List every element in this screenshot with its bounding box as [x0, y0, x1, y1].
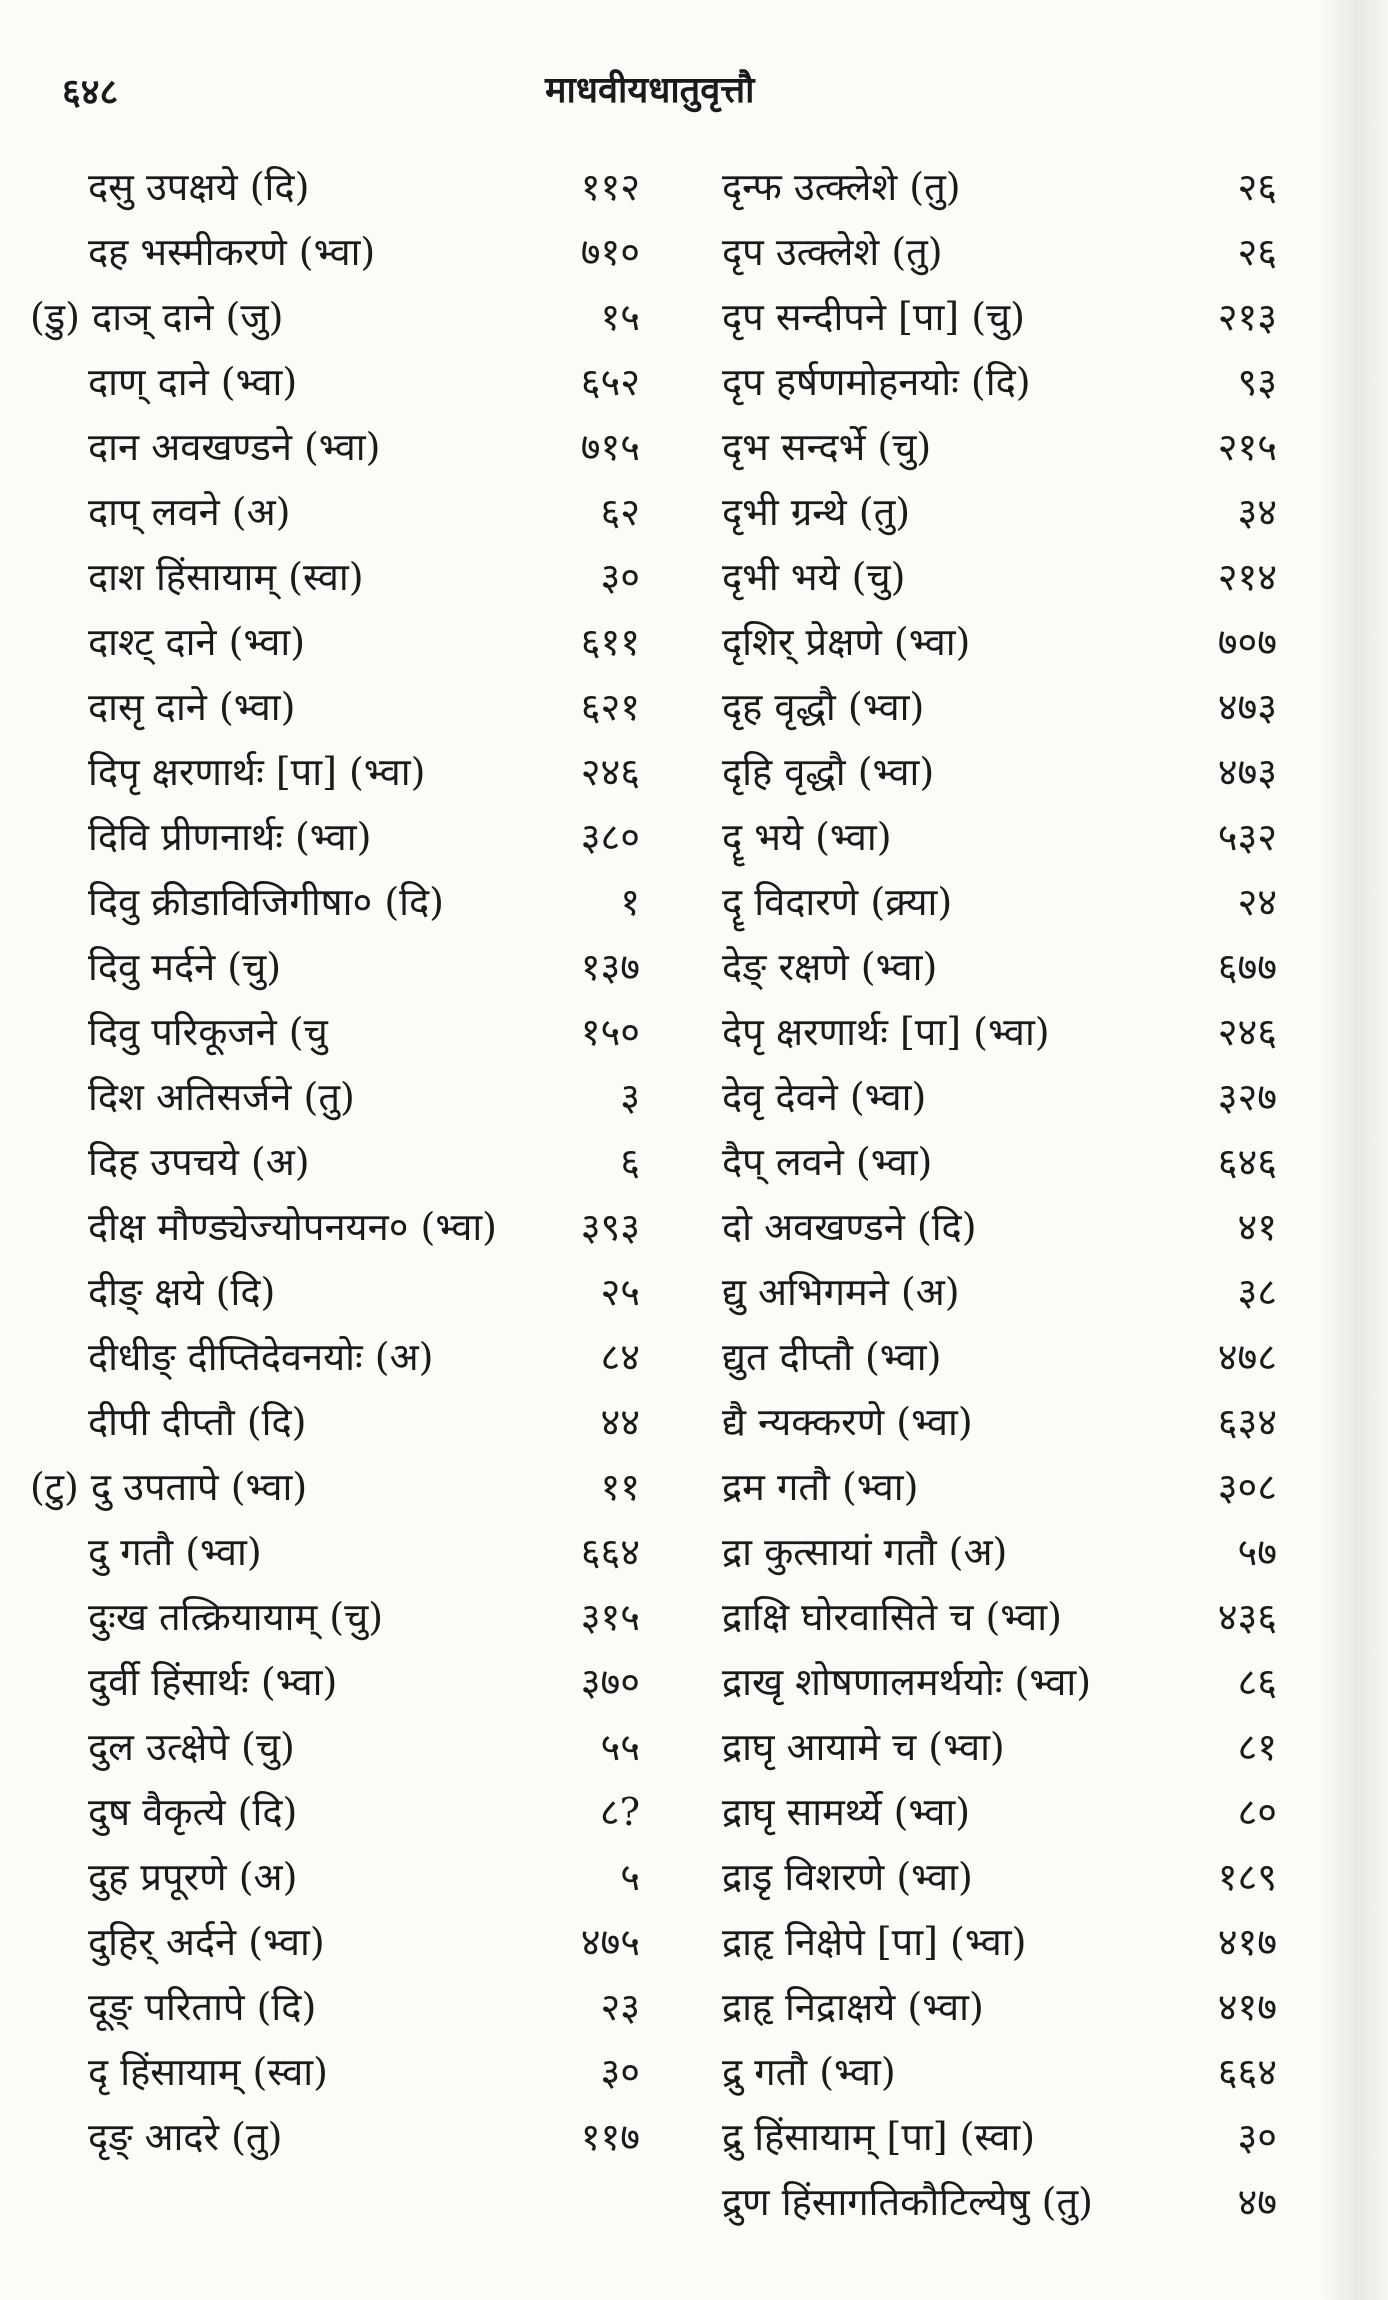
index-entry: [712, 285, 1277, 350]
index-entry: [712, 1520, 1277, 1585]
entry-page-ref: ८?: [599, 1790, 640, 1834]
index-entry: [30, 1975, 640, 2040]
entry-term: द्रुण हिंसागतिकौटिल्येषु (तु): [722, 2180, 1093, 2224]
entry-page-ref: ४७: [1237, 2180, 1277, 2224]
entry-term: द्रु हिंसायाम् [पा] (स्वा): [722, 2115, 1036, 2159]
right-column: [712, 155, 1277, 2224]
entry-term: द्राक्षि घोरवासिते च (भ्वा): [722, 1595, 1062, 1639]
index-entry: [30, 935, 640, 1000]
entry-term: द्राघृ आयामे च (भ्वा): [722, 1725, 1005, 1769]
entry-page-ref: १: [620, 880, 640, 924]
entry-term: दाश हिंसायाम् (स्वा): [88, 555, 364, 599]
index-entry: [30, 1390, 640, 1455]
entry-term: द्राहृ निक्षेपे [पा] (भ्वा): [722, 1920, 1027, 1964]
index-entry: [30, 1780, 640, 1845]
entry-term: द्रा कुत्सायां गतौ (अ): [722, 1530, 1008, 1574]
index-entry: [712, 935, 1277, 1000]
entry-term: दिवि प्रीणनार्थः (भ्वा): [88, 815, 372, 859]
entry-term: दाश्ट् दाने (भ्वा): [88, 620, 306, 664]
index-entry: [30, 1065, 640, 1130]
entry-page-ref: ३०: [600, 555, 640, 599]
index-entry: [712, 1000, 1277, 1065]
entry-page-ref: ११: [600, 1465, 640, 1509]
entry-page-ref: ४७५: [580, 1920, 640, 1964]
page-header: [0, 58, 1320, 118]
entry-page-ref: ४७३: [1217, 750, 1277, 794]
index-entry: [712, 1650, 1277, 1715]
entry-page-ref: ७१५: [580, 425, 640, 469]
index-entry: [30, 415, 640, 480]
index-entry: [30, 1325, 640, 1390]
entry-term: दुहिर् अर्दने (भ्वा): [88, 1920, 325, 1964]
entry-page-ref: १५: [600, 295, 640, 339]
index-entry: [30, 1195, 640, 1260]
index-entry: [712, 610, 1277, 675]
entry-term: द्राघृ सामर्थ्ये (भ्वा): [722, 1790, 971, 1834]
index-entry: [30, 610, 640, 675]
entry-page-ref: ५५: [600, 1725, 640, 1769]
index-entry: [712, 1975, 1277, 2040]
entry-term: दुःख तत्क्रियायाम् (चु): [88, 1595, 384, 1639]
entry-page-ref: ८०: [1237, 1790, 1277, 1834]
index-entry: [712, 1455, 1277, 1520]
entry-term: दृङ् आदरे (तु): [88, 2115, 283, 2159]
entry-page-ref: ३: [620, 1075, 640, 1119]
index-entry: [30, 870, 640, 935]
entry-page-ref: ६४६: [1217, 1140, 1277, 1184]
entry-page-ref: २४६: [580, 750, 640, 794]
entry-term: दाप् लवने (अ): [88, 490, 291, 534]
index-entry: [30, 1585, 640, 1650]
entry-page-ref: २१५: [1217, 425, 1277, 469]
index-entry: [30, 545, 640, 610]
entry-page-ref: ३७०: [580, 1660, 640, 1704]
index-entry: [712, 1585, 1277, 1650]
entry-page-ref: २१३: [1217, 295, 1277, 339]
entry-page-ref: ३०: [600, 2050, 640, 2094]
entry-term: दृभी ग्रन्थे (तु): [722, 490, 911, 534]
entry-page-ref: ५: [620, 1855, 640, 1899]
entry-term: दान अवखण्डने (भ्वा): [88, 425, 381, 469]
index-entry: [712, 1260, 1277, 1325]
entry-page-ref: ४३६: [1217, 1595, 1277, 1639]
entry-page-ref: ६७७: [1217, 945, 1277, 989]
entry-page-ref: ११२: [580, 165, 640, 209]
index-entry: [712, 1195, 1277, 1260]
entry-page-ref: ८६: [1237, 1660, 1277, 1704]
entry-term: दसु उपक्षये (दि): [88, 165, 310, 209]
entry-term: दुष वैकृत्ये (दि): [88, 1790, 298, 1834]
index-entry: [30, 1520, 640, 1585]
index-entry: [30, 155, 640, 220]
entry-page-ref: ६: [620, 1140, 640, 1184]
entry-page-ref: ८१: [1237, 1725, 1277, 1769]
entry-page-ref: ३८: [1237, 1270, 1277, 1314]
index-entry: [30, 1910, 640, 1975]
index-entry: [712, 480, 1277, 545]
index-entry: [712, 1715, 1277, 1780]
entry-term: दूङ् परितापे (दि): [88, 1985, 317, 2029]
entry-term: (टु) दु उपतापे (भ्वा): [30, 1465, 308, 1509]
index-entry: [30, 740, 640, 805]
entry-term: देपृ क्षरणार्थः [पा] (भ्वा): [722, 1010, 1050, 1054]
entry-page-ref: ३०: [1237, 2115, 1277, 2159]
entry-term: दीपी दीप्तौ (दि): [88, 1400, 307, 1444]
index-entry: [30, 285, 640, 350]
index-entry: [712, 2105, 1277, 2170]
entry-term: द्रम गतौ (भ्वा): [722, 1465, 919, 1509]
index-entry: [712, 2170, 1277, 2235]
entry-term: देवृ देवने (भ्वा): [722, 1075, 927, 1119]
entry-page-ref: ३४: [1237, 490, 1277, 534]
entry-term: दैप् लवने (भ्वा): [722, 1140, 933, 1184]
entry-page-ref: २४: [1237, 880, 1277, 924]
entry-page-ref: २५: [600, 1270, 640, 1314]
entry-page-ref: ६६४: [580, 1530, 640, 1574]
entry-page-ref: ११७: [580, 2115, 640, 2159]
entry-term: दीङ् क्षये (दि): [88, 1270, 276, 1314]
entry-term: द्राडृ विशरणे (भ्वा): [722, 1855, 973, 1899]
entry-page-ref: १८९: [1217, 1855, 1277, 1899]
entry-page-ref: ९३: [1237, 360, 1277, 404]
entry-term: द्रु गतौ (भ्वा): [722, 2050, 896, 2094]
entry-term: दृप सन्दीपने [पा] (चु): [722, 295, 1025, 339]
index-entry: [30, 350, 640, 415]
entry-term: द्राहृ निद्राक्षये (भ्वा): [722, 1985, 984, 2029]
index-entry: [30, 1845, 640, 1910]
entry-term: दिश अतिसर्जने (तु): [88, 1075, 355, 1119]
entry-term: दृहि वृद्धौ (भ्वा): [722, 750, 935, 794]
entry-page-ref: ६५२: [580, 360, 640, 404]
entry-term: दृ हिंसायाम् (स्वा): [88, 2050, 328, 2094]
index-entry: [712, 350, 1277, 415]
index-entry: [30, 1650, 640, 1715]
index-entry: [712, 805, 1277, 870]
entry-term: द्यु अभिगमने (अ): [722, 1270, 960, 1314]
entry-term: द्राखृ शोषणालमर्थयोः (भ्वा): [722, 1660, 1092, 1704]
entry-page-ref: ३८०: [580, 815, 640, 859]
entry-term: दॄ भये (भ्वा): [722, 815, 892, 859]
index-entry: [712, 545, 1277, 610]
index-entry: [30, 1130, 640, 1195]
entry-term: दासृ दाने (भ्वा): [88, 685, 296, 729]
entry-term: दृभ सन्दर्भे (चु): [722, 425, 932, 469]
entry-page-ref: २३: [600, 1985, 640, 2029]
entry-term: दु गतौ (भ्वा): [88, 1530, 262, 1574]
entry-page-ref: ४७८: [1217, 1335, 1277, 1379]
index-entry: [712, 220, 1277, 285]
page-edge-shadow: [1320, 0, 1388, 2300]
entry-page-ref: २४६: [1217, 1010, 1277, 1054]
index-entry: [712, 2040, 1277, 2105]
entry-page-ref: ३१५: [580, 1595, 640, 1639]
entry-term: दीक्ष मौण्ड्येज्योपनयन० (भ्वा): [88, 1205, 497, 1249]
entry-page-ref: १५०: [580, 1010, 640, 1054]
index-entry: [30, 805, 640, 870]
entry-term: दिवु परिकूजने (चु: [88, 1010, 328, 1054]
left-column: [30, 155, 640, 2159]
entry-term: देङ् रक्षणे (भ्वा): [722, 945, 938, 989]
index-entry: [30, 480, 640, 545]
entry-page-ref: ६२: [600, 490, 640, 534]
entry-page-ref: ६११: [580, 620, 640, 664]
index-entry: [712, 740, 1277, 805]
index-entry: [30, 1260, 640, 1325]
entry-term: दृह वृद्धौ (भ्वा): [722, 685, 925, 729]
entry-term: दुह प्रपूरणे (अ): [88, 1855, 298, 1899]
index-entry: [712, 1845, 1277, 1910]
index-entry: [712, 415, 1277, 480]
entry-page-ref: ४४: [600, 1400, 640, 1444]
entry-page-ref: ४७३: [1217, 685, 1277, 729]
entry-term: दो अवखण्डने (दि): [722, 1205, 977, 1249]
index-entry: [712, 1130, 1277, 1195]
entry-page-ref: ७१०: [580, 230, 640, 274]
entry-page-ref: २१४: [1217, 555, 1277, 599]
entry-page-ref: २६: [1237, 230, 1277, 274]
entry-term: दिवु मर्दने (चु): [88, 945, 282, 989]
entry-page-ref: ८४: [600, 1335, 640, 1379]
entry-term: दीधीङ् दीप्तिदेवनयोः (अ): [88, 1335, 434, 1379]
entry-term: दिपृ क्षरणार्थः [पा] (भ्वा): [88, 750, 426, 794]
index-entry: [30, 2040, 640, 2105]
index-entry: [712, 1065, 1277, 1130]
entry-term: दृप हर्षणमोहनयोः (दि): [722, 360, 1031, 404]
index-entry: [30, 1455, 640, 1520]
entry-term: दुल उत्क्षेपे (चु): [88, 1725, 295, 1769]
index-entry: [30, 1000, 640, 1065]
entry-page-ref: ३९३: [580, 1205, 640, 1249]
entry-page-ref: २६: [1237, 165, 1277, 209]
entry-term: दॄ विदारणे (क्र्या): [722, 880, 953, 924]
index-entry: [712, 1325, 1277, 1390]
entry-page-ref: ४१: [1237, 1205, 1277, 1249]
entry-term: दृप उत्क्लेशे (तु): [722, 230, 943, 274]
entry-page-ref: ६३४: [1217, 1400, 1277, 1444]
entry-page-ref: ३०८: [1217, 1465, 1277, 1509]
entry-page-ref: ४१७: [1217, 1985, 1277, 2029]
entry-page-ref: ५७: [1237, 1530, 1277, 1574]
index-entry: [30, 1715, 640, 1780]
entry-page-ref: १३७: [580, 945, 640, 989]
running-title: माधवीयधातुवृत्तौ: [545, 69, 755, 111]
entry-term: दाण् दाने (भ्वा): [88, 360, 298, 404]
index-entry: [712, 1910, 1277, 1975]
index-entry: [712, 675, 1277, 740]
entry-term: दृशिर् प्रेक्षणे (भ्वा): [722, 620, 971, 664]
index-entry: [712, 1390, 1277, 1455]
index-entry: [712, 1780, 1277, 1845]
index-entry: [30, 675, 640, 740]
entry-term: दिह उपचये (अ): [88, 1140, 310, 1184]
entry-term: द्युत दीप्तौ (भ्वा): [722, 1335, 942, 1379]
entry-term: दृन्फ उत्क्लेशे (तु): [722, 165, 961, 209]
entry-term: दिवु क्रीडाविजिगीषा० (दि): [88, 880, 444, 924]
index-entry: [30, 2105, 640, 2170]
entry-term: दुर्वी हिंसार्थः (भ्वा): [88, 1660, 338, 1704]
entry-term: दह भस्मीकरणे (भ्वा): [88, 230, 376, 274]
entry-page-ref: ७०७: [1217, 620, 1277, 664]
entry-page-ref: ६२१: [580, 685, 640, 729]
entry-page-ref: ४१७: [1217, 1920, 1277, 1964]
entry-term: (डु) दाञ् दाने (जु): [30, 295, 284, 339]
entry-term: द्यै न्यक्करणे (भ्वा): [722, 1400, 973, 1444]
entry-page-ref: ६६४: [1217, 2050, 1277, 2094]
index-entry: [30, 220, 640, 285]
entry-page-ref: ३२७: [1217, 1075, 1277, 1119]
entry-term: दृभी भये (चु): [722, 555, 906, 599]
page-number: ६४८: [62, 71, 119, 113]
index-entry: [712, 870, 1277, 935]
index-entry: [712, 155, 1277, 220]
entry-page-ref: ५३२: [1217, 815, 1277, 859]
